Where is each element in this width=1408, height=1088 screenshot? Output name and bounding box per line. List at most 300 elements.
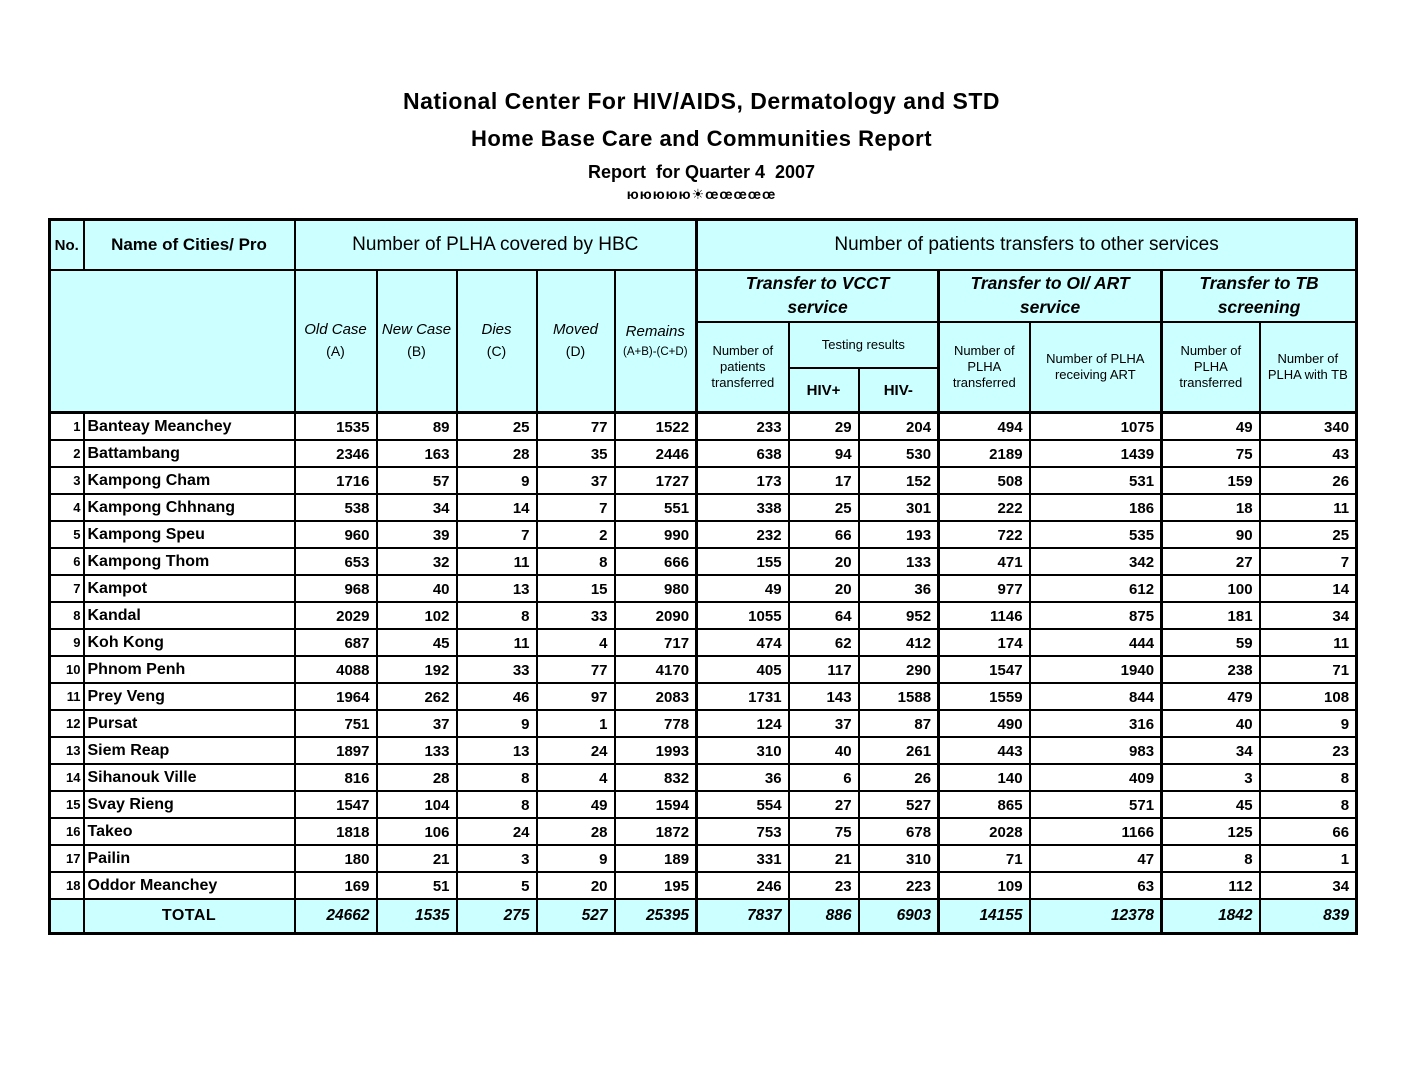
hiv-positive: 75 <box>789 818 859 845</box>
header-group-vcct-line2: service <box>787 297 848 317</box>
report-subtitle: Home Base Care and Communities Report <box>470 126 933 151</box>
tb-with-tb: 108 <box>1260 683 1357 710</box>
total-empty-cell <box>50 899 84 934</box>
header-old-case <box>295 270 377 413</box>
hiv-negative: 26 <box>859 764 939 791</box>
row-number: 7 <box>50 575 84 602</box>
tb-transferred: 27 <box>1162 548 1260 575</box>
row-number: 9 <box>50 629 84 656</box>
tb-with-tb: 1 <box>1260 845 1357 872</box>
vcct-transferred: 310 <box>697 737 789 764</box>
remains: 189 <box>615 845 697 872</box>
old-case: 960 <box>295 521 377 548</box>
remains: 195 <box>615 872 697 899</box>
dies: 8 <box>457 791 537 818</box>
hiv-negative: 301 <box>859 494 939 521</box>
hiv-negative: 152 <box>859 467 939 494</box>
receiving-art: 63 <box>1030 872 1162 899</box>
vcct-transferred: 338 <box>697 494 789 521</box>
moved: 28 <box>537 818 615 845</box>
city-name: Kandal <box>84 602 295 629</box>
receiving-art: 1439 <box>1030 440 1162 467</box>
vcct-transferred: 124 <box>697 710 789 737</box>
moved: 4 <box>537 629 615 656</box>
tb-with-tb: 71 <box>1260 656 1357 683</box>
hiv-negative: 87 <box>859 710 939 737</box>
hiv-positive: 29 <box>789 413 859 441</box>
new-case: 40 <box>377 575 457 602</box>
vcct-transferred: 173 <box>697 467 789 494</box>
table-row <box>50 845 1357 872</box>
vcct-transferred: 554 <box>697 791 789 818</box>
old-case: 968 <box>295 575 377 602</box>
remains: 2090 <box>615 602 697 629</box>
row-number: 10 <box>50 656 84 683</box>
row-number: 4 <box>50 494 84 521</box>
moved: 97 <box>537 683 615 710</box>
vcct-transferred: 232 <box>697 521 789 548</box>
moved: 2 <box>537 521 615 548</box>
header-dies <box>457 270 537 413</box>
city-name: Phnom Penh <box>84 656 295 683</box>
tb-transferred: 125 <box>1162 818 1260 845</box>
new-case: 37 <box>377 710 457 737</box>
header-tb-transferred: Number of PLHA transferred <box>1162 322 1260 413</box>
total-row <box>50 899 1357 934</box>
hiv-positive: 23 <box>789 872 859 899</box>
vcct-transferred: 233 <box>697 413 789 441</box>
hiv-positive: 64 <box>789 602 859 629</box>
hiv-negative: 527 <box>859 791 939 818</box>
receiving-art: 983 <box>1030 737 1162 764</box>
dies: 13 <box>457 575 537 602</box>
row-number: 14 <box>50 764 84 791</box>
tb-transferred: 40 <box>1162 710 1260 737</box>
old-case: 687 <box>295 629 377 656</box>
city-name: Oddor Meanchey <box>84 872 295 899</box>
moved: 7 <box>537 494 615 521</box>
table-row <box>50 818 1357 845</box>
new-case: 106 <box>377 818 457 845</box>
dies: 13 <box>457 737 537 764</box>
tb-with-tb: 11 <box>1260 629 1357 656</box>
tb-transferred: 49 <box>1162 413 1260 441</box>
receiving-art: 409 <box>1030 764 1162 791</box>
remains: 1993 <box>615 737 697 764</box>
city-name: Pursat <box>84 710 295 737</box>
tb-transferred: 112 <box>1162 872 1260 899</box>
row-number: 11 <box>50 683 84 710</box>
oi-transferred: 222 <box>939 494 1030 521</box>
row-number: 2 <box>50 440 84 467</box>
tb-transferred: 34 <box>1162 737 1260 764</box>
table-row <box>50 656 1357 683</box>
row-number: 3 <box>50 467 84 494</box>
oi-transferred: 722 <box>939 521 1030 548</box>
receiving-art: 612 <box>1030 575 1162 602</box>
total-label: TOTAL <box>84 899 295 934</box>
dies: 14 <box>457 494 537 521</box>
tb-transferred: 3 <box>1162 764 1260 791</box>
oi-transferred: 1559 <box>939 683 1030 710</box>
city-name: Pailin <box>84 845 295 872</box>
remains: 778 <box>615 710 697 737</box>
dies: 5 <box>457 872 537 899</box>
table-row <box>50 548 1357 575</box>
remains: 1594 <box>615 791 697 818</box>
remains: 2083 <box>615 683 697 710</box>
new-case: 89 <box>377 413 457 441</box>
city-name: Banteay Meanchey <box>84 413 295 441</box>
row-number: 15 <box>50 791 84 818</box>
oi-transferred: 2028 <box>939 818 1030 845</box>
city-name: Sihanouk Ville <box>84 764 295 791</box>
new-case: 21 <box>377 845 457 872</box>
old-case: 751 <box>295 710 377 737</box>
moved: 37 <box>537 467 615 494</box>
moved: 20 <box>537 872 615 899</box>
old-case: 2029 <box>295 602 377 629</box>
oi-transferred: 508 <box>939 467 1030 494</box>
vcct-transferred: 36 <box>697 764 789 791</box>
old-case: 4088 <box>295 656 377 683</box>
city-name: Battambang <box>84 440 295 467</box>
header-moved-code: (D) <box>565 343 586 360</box>
dies: 11 <box>457 629 537 656</box>
oi-transferred: 494 <box>939 413 1030 441</box>
vcct-transferred: 1055 <box>697 602 789 629</box>
tb-transferred: 45 <box>1162 791 1260 818</box>
tb-with-tb: 11 <box>1260 494 1357 521</box>
tb-transferred: 8 <box>1162 845 1260 872</box>
receiving-art: 342 <box>1030 548 1162 575</box>
dies: 33 <box>457 656 537 683</box>
hiv-negative: 952 <box>859 602 939 629</box>
tb-with-tb: 7 <box>1260 548 1357 575</box>
tb-transferred: 90 <box>1162 521 1260 548</box>
table-row <box>50 440 1357 467</box>
oi-transferred: 174 <box>939 629 1030 656</box>
remains: 2446 <box>615 440 697 467</box>
header-dies-code: (C) <box>486 343 507 360</box>
row-number: 16 <box>50 818 84 845</box>
tb-transferred: 59 <box>1162 629 1260 656</box>
dies: 8 <box>457 602 537 629</box>
header-group-transfers: Number of patients transfers to other services <box>697 220 1357 271</box>
new-case: 262 <box>377 683 457 710</box>
tb-transferred: 181 <box>1162 602 1260 629</box>
dies: 8 <box>457 764 537 791</box>
hiv-negative: 36 <box>859 575 939 602</box>
hiv-negative: 678 <box>859 818 939 845</box>
old-case: 538 <box>295 494 377 521</box>
new-case: 133 <box>377 737 457 764</box>
city-name: Prey Veng <box>84 683 295 710</box>
hiv-negative: 412 <box>859 629 939 656</box>
hiv-negative: 223 <box>859 872 939 899</box>
city-name: Kampong Chhnang <box>84 494 295 521</box>
table-row <box>50 629 1357 656</box>
header-city-name: Name of Cities/ Pro <box>84 220 295 271</box>
receiving-art: 1075 <box>1030 413 1162 441</box>
total-tb-transferred: 1842 <box>1162 899 1260 934</box>
header-oi-transferred: Number of PLHA transferred <box>939 322 1030 413</box>
new-case: 102 <box>377 602 457 629</box>
hiv-positive: 27 <box>789 791 859 818</box>
total-dies: 275 <box>457 899 537 934</box>
tb-with-tb: 43 <box>1260 440 1357 467</box>
vcct-transferred: 638 <box>697 440 789 467</box>
table-row <box>50 413 1357 441</box>
hiv-positive: 20 <box>789 575 859 602</box>
moved: 33 <box>537 602 615 629</box>
vcct-transferred: 155 <box>697 548 789 575</box>
header-old-case-code: (A) <box>326 343 345 360</box>
new-case: 163 <box>377 440 457 467</box>
oi-transferred: 109 <box>939 872 1030 899</box>
row-number: 5 <box>50 521 84 548</box>
hiv-positive: 62 <box>789 629 859 656</box>
table-row <box>50 872 1357 899</box>
city-name: Siem Reap <box>84 737 295 764</box>
table-row <box>50 602 1357 629</box>
tb-with-tb: 34 <box>1260 602 1357 629</box>
header-remains-formula: (A+B)-(C+D) <box>623 345 688 358</box>
hiv-positive: 94 <box>789 440 859 467</box>
tb-transferred: 100 <box>1162 575 1260 602</box>
header-testing-results: Testing results <box>789 322 939 368</box>
table-row <box>50 467 1357 494</box>
oi-transferred: 140 <box>939 764 1030 791</box>
header-moved-label: Moved <box>552 321 599 339</box>
report-titles <box>48 88 1355 203</box>
dies: 11 <box>457 548 537 575</box>
row-number: 8 <box>50 602 84 629</box>
row-number: 13 <box>50 737 84 764</box>
new-case: 51 <box>377 872 457 899</box>
oi-transferred: 490 <box>939 710 1030 737</box>
dies: 9 <box>457 710 537 737</box>
tb-with-tb: 8 <box>1260 791 1357 818</box>
table-body <box>50 413 1357 900</box>
moved: 8 <box>537 548 615 575</box>
moved: 77 <box>537 656 615 683</box>
dies: 7 <box>457 521 537 548</box>
tb-transferred: 479 <box>1162 683 1260 710</box>
hiv-positive: 37 <box>789 710 859 737</box>
receiving-art: 1166 <box>1030 818 1162 845</box>
header-oi-receiving-art: Number of PLHA receiving ART <box>1030 322 1162 413</box>
report-quarter: Report for Quarter 4 2007 <box>587 162 816 182</box>
receiving-art: 535 <box>1030 521 1162 548</box>
header-blank-cell <box>50 270 295 413</box>
tb-with-tb: 26 <box>1260 467 1357 494</box>
vcct-transferred: 246 <box>697 872 789 899</box>
tb-transferred: 75 <box>1162 440 1260 467</box>
tb-with-tb: 23 <box>1260 737 1357 764</box>
row-number: 12 <box>50 710 84 737</box>
oi-transferred: 443 <box>939 737 1030 764</box>
header-hiv-positive: HIV+ <box>789 368 859 413</box>
receiving-art: 844 <box>1030 683 1162 710</box>
dies: 46 <box>457 683 537 710</box>
header-group-tb-line1: Transfer to TB <box>1199 273 1319 294</box>
vcct-transferred: 331 <box>697 845 789 872</box>
city-name: Kampong Thom <box>84 548 295 575</box>
row-number: 1 <box>50 413 84 441</box>
old-case: 1897 <box>295 737 377 764</box>
dies: 28 <box>457 440 537 467</box>
total-oi-transferred: 14155 <box>939 899 1030 934</box>
hiv-negative: 204 <box>859 413 939 441</box>
hiv-negative: 290 <box>859 656 939 683</box>
header-remains-label: Remains <box>625 322 685 340</box>
tb-with-tb: 8 <box>1260 764 1357 791</box>
report-table <box>48 218 1358 935</box>
header-group-tb-line2: screening <box>1217 297 1301 317</box>
receiving-art: 531 <box>1030 467 1162 494</box>
row-number: 18 <box>50 872 84 899</box>
table-row <box>50 575 1357 602</box>
old-case: 169 <box>295 872 377 899</box>
table-row <box>50 521 1357 548</box>
dies: 9 <box>457 467 537 494</box>
report-title: National Center For HIV/AIDS, Dermatology and STD <box>402 88 1001 114</box>
total-tb-with-tb: 839 <box>1260 899 1357 934</box>
header-group-tb <box>1162 270 1357 322</box>
total-hiv-positive: 886 <box>789 899 859 934</box>
hiv-negative: 193 <box>859 521 939 548</box>
vcct-transferred: 474 <box>697 629 789 656</box>
receiving-art: 444 <box>1030 629 1162 656</box>
total-vcct-transferred: 7837 <box>697 899 789 934</box>
moved: 9 <box>537 845 615 872</box>
city-name: Kampot <box>84 575 295 602</box>
remains: 980 <box>615 575 697 602</box>
table-row <box>50 683 1357 710</box>
header-hiv-negative: HIV- <box>859 368 939 413</box>
moved: 49 <box>537 791 615 818</box>
tb-with-tb: 34 <box>1260 872 1357 899</box>
hiv-positive: 25 <box>789 494 859 521</box>
hiv-positive: 143 <box>789 683 859 710</box>
moved: 77 <box>537 413 615 441</box>
hiv-positive: 20 <box>789 548 859 575</box>
moved: 1 <box>537 710 615 737</box>
tb-transferred: 238 <box>1162 656 1260 683</box>
city-name: Kampong Cham <box>84 467 295 494</box>
tb-transferred: 159 <box>1162 467 1260 494</box>
remains: 666 <box>615 548 697 575</box>
tb-transferred: 18 <box>1162 494 1260 521</box>
header-group-vcct-line1: Transfer to VCCT <box>745 273 890 294</box>
old-case: 1964 <box>295 683 377 710</box>
row-number: 6 <box>50 548 84 575</box>
hiv-negative: 1588 <box>859 683 939 710</box>
hiv-negative: 133 <box>859 548 939 575</box>
city-name: Svay Rieng <box>84 791 295 818</box>
receiving-art: 186 <box>1030 494 1162 521</box>
old-case: 180 <box>295 845 377 872</box>
moved: 35 <box>537 440 615 467</box>
table-row <box>50 791 1357 818</box>
oi-transferred: 1146 <box>939 602 1030 629</box>
moved: 4 <box>537 764 615 791</box>
header-group-oi-art <box>939 270 1162 322</box>
moved: 24 <box>537 737 615 764</box>
hiv-positive: 40 <box>789 737 859 764</box>
city-name: Koh Kong <box>84 629 295 656</box>
oi-transferred: 977 <box>939 575 1030 602</box>
header-tb-with: Number of PLHA with TB <box>1260 322 1357 413</box>
table-row <box>50 737 1357 764</box>
table-row <box>50 764 1357 791</box>
decorative-ornament: ююююю☀œœœœœ <box>626 186 777 202</box>
new-case: 34 <box>377 494 457 521</box>
header-remains <box>615 270 697 413</box>
total-new-case: 1535 <box>377 899 457 934</box>
moved: 15 <box>537 575 615 602</box>
remains: 1522 <box>615 413 697 441</box>
remains: 717 <box>615 629 697 656</box>
hiv-positive: 21 <box>789 845 859 872</box>
new-case: 39 <box>377 521 457 548</box>
vcct-transferred: 49 <box>697 575 789 602</box>
old-case: 1716 <box>295 467 377 494</box>
new-case: 45 <box>377 629 457 656</box>
remains: 832 <box>615 764 697 791</box>
receiving-art: 571 <box>1030 791 1162 818</box>
new-case: 32 <box>377 548 457 575</box>
total-old-case: 24662 <box>295 899 377 934</box>
row-number: 17 <box>50 845 84 872</box>
oi-transferred: 1547 <box>939 656 1030 683</box>
header-new-case-code: (B) <box>407 343 426 360</box>
dies: 25 <box>457 413 537 441</box>
remains: 551 <box>615 494 697 521</box>
header-new-case-label: New Case <box>381 321 452 339</box>
remains: 1727 <box>615 467 697 494</box>
header-vcct-transferred: Number of patients transferred <box>697 322 789 413</box>
city-name: Kampong Speu <box>84 521 295 548</box>
new-case: 57 <box>377 467 457 494</box>
vcct-transferred: 753 <box>697 818 789 845</box>
dies: 24 <box>457 818 537 845</box>
city-name: Takeo <box>84 818 295 845</box>
header-dies-label: Dies <box>481 321 512 339</box>
hiv-positive: 17 <box>789 467 859 494</box>
vcct-transferred: 1731 <box>697 683 789 710</box>
dies: 3 <box>457 845 537 872</box>
oi-transferred: 2189 <box>939 440 1030 467</box>
header-old-case-label: Old Case <box>304 321 367 339</box>
header-no: No. <box>50 220 84 271</box>
hiv-negative: 261 <box>859 737 939 764</box>
header-moved <box>537 270 615 413</box>
table-row <box>50 710 1357 737</box>
tb-with-tb: 25 <box>1260 521 1357 548</box>
vcct-transferred: 405 <box>697 656 789 683</box>
old-case: 1547 <box>295 791 377 818</box>
tb-with-tb: 66 <box>1260 818 1357 845</box>
total-hiv-negative: 6903 <box>859 899 939 934</box>
new-case: 104 <box>377 791 457 818</box>
old-case: 653 <box>295 548 377 575</box>
total-receiving-art: 12378 <box>1030 899 1162 934</box>
receiving-art: 875 <box>1030 602 1162 629</box>
old-case: 2346 <box>295 440 377 467</box>
old-case: 1535 <box>295 413 377 441</box>
